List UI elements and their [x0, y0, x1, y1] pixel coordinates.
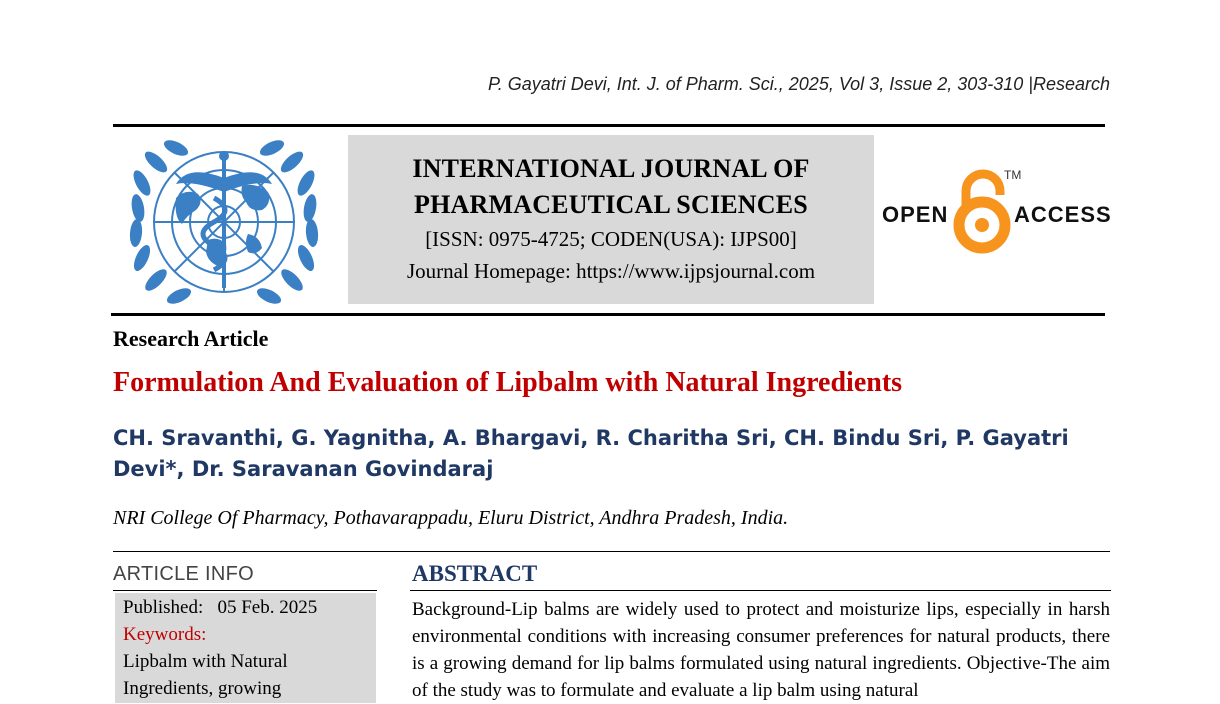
open-access-access-text: ACCESS [1014, 202, 1112, 227]
article-info-box [115, 593, 376, 703]
published-row [123, 594, 376, 621]
keywords-line-1: Lipbalm with Natural [123, 651, 288, 672]
journal-title-line2: PHARMACEUTICAL SCIENCES [414, 190, 808, 219]
abstract-rule [410, 590, 1111, 591]
affiliation: NRI College Of Pharmacy, Pothavarappadu, Eluru District, Andhra Pradesh, India. [113, 507, 789, 529]
published-date: 05 Feb. 2025 [217, 597, 318, 618]
abstract-heading: ABSTRACT [412, 561, 538, 586]
open-access-open-text: OPEN [882, 202, 949, 227]
journal-emblem-icon [124, 138, 324, 308]
journal-masthead [348, 135, 874, 304]
running-citation: P. Gayatri Devi, Int. J. of Pharm. Sci., 2025, Vol 3, Issue 2, 303-310 |Research [488, 74, 1110, 94]
abstract-text: Background-Lip balms are widely used to protect and moisturize lips, especially in harsh environmental conditions with increasing consumer preferences for natural products, there is a growing demand for lip balms formulated using natural ingredients. Objective-The aim of the study was to formulate and evaluate a lip balm using natural [412, 599, 1110, 701]
journal-title-line1: INTERNATIONAL JOURNAL OF [412, 154, 810, 183]
article-title: Formulation And Evaluation of Lipbalm with Natural Ingredients [113, 367, 903, 398]
header-rule-bottom [111, 313, 1105, 316]
author-list: CH. Sravanthi, G. Yagnitha, A. Bhargavi, R. Charitha Sri, CH. Bindu Sri, P. Gayatri Devi*, Dr. Saravanan Govindaraj [113, 426, 1069, 481]
article-info-heading: ARTICLE INFO [113, 563, 255, 585]
open-access-logo [880, 165, 1112, 255]
article-type: Research Article [113, 326, 269, 351]
header-rule-top [113, 124, 1105, 127]
keywords-label: Keywords: [123, 624, 207, 645]
issn-line: [ISSN: 0975-4725; CODEN(USA): IJPS00] [425, 227, 797, 251]
article-info-rule [113, 590, 377, 591]
open-access-tm: TM [1004, 168, 1022, 182]
published-label: Published: [123, 597, 204, 618]
keywords-line-2: Ingredients, growing [123, 678, 282, 699]
homepage-line: Journal Homepage: https://www.ijpsjournal.com [406, 259, 816, 283]
section-divider [113, 551, 1110, 552]
